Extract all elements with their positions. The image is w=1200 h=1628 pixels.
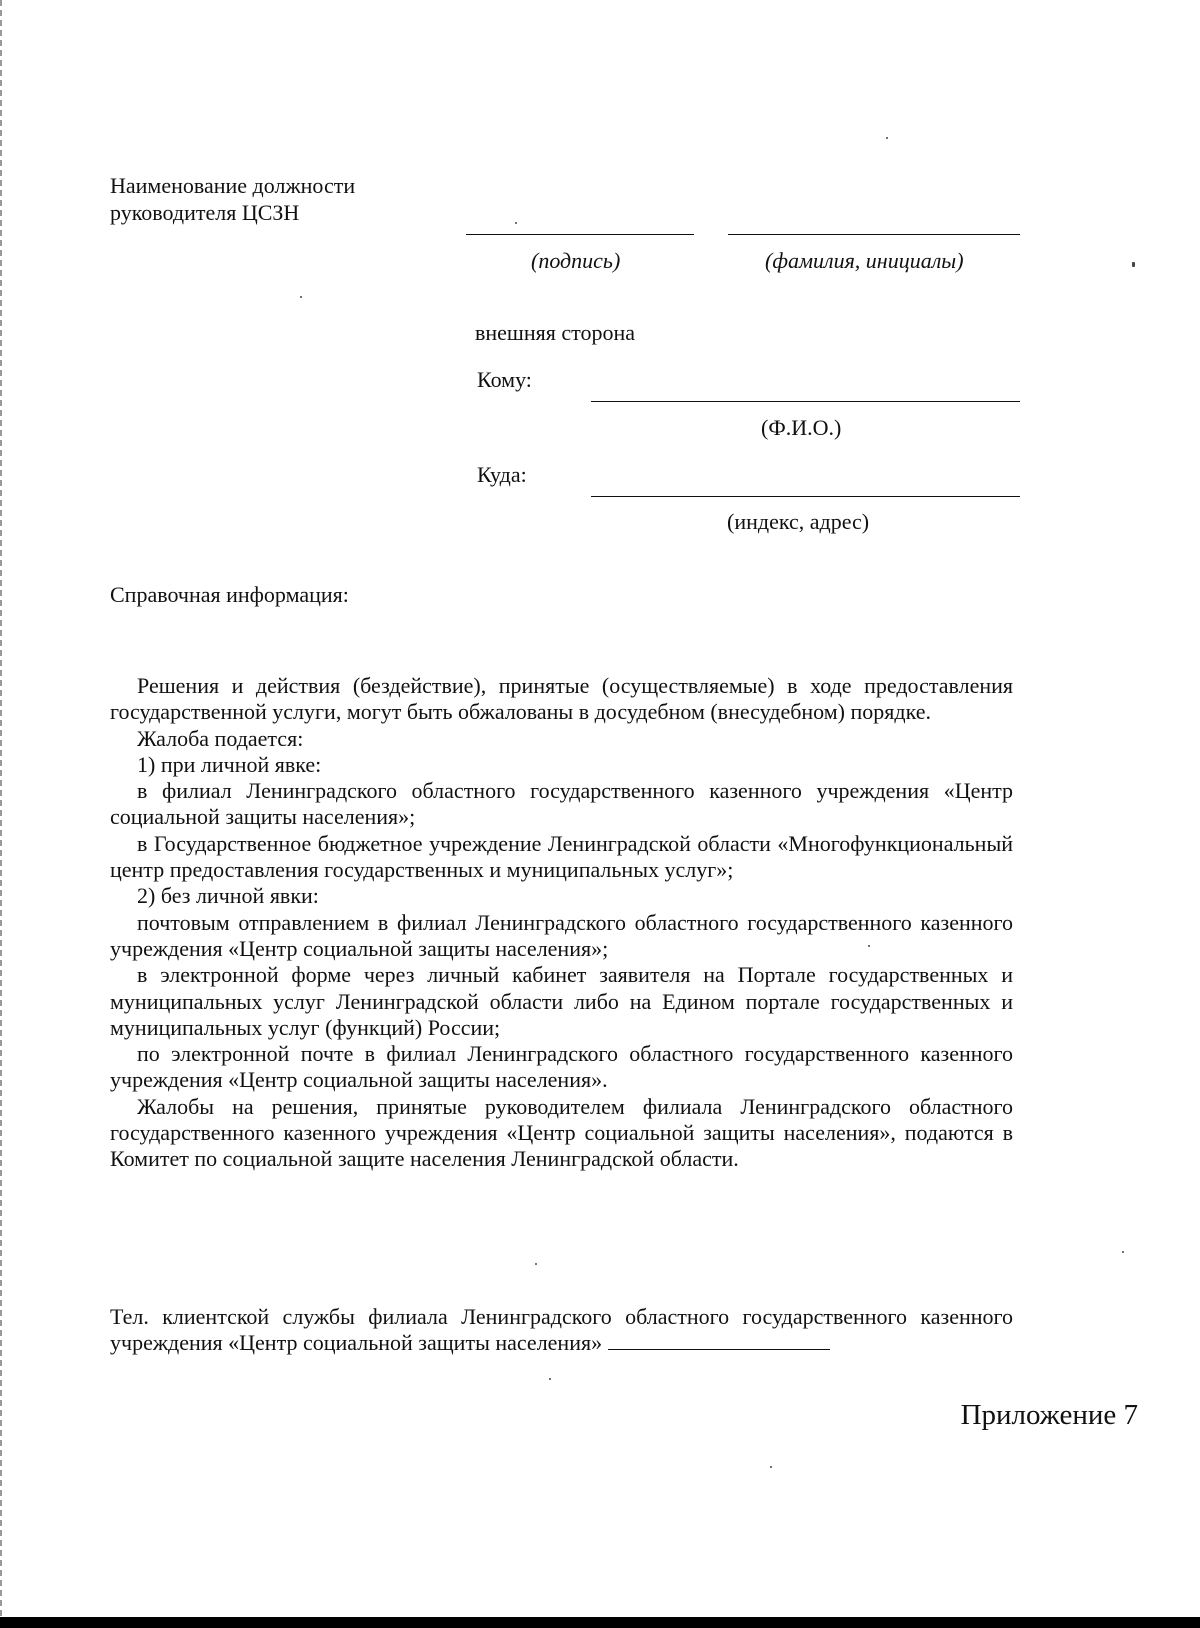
scan-speck	[515, 222, 517, 224]
phone-blank-line	[608, 1331, 830, 1350]
reference-heading: Справочная информация:	[110, 582, 349, 607]
reference-paragraph: 1) при личной явке:	[137, 751, 322, 777]
reference-paragraph: почтовым отправлением в филиал Ленинградского областного государственного казенного учреждения «Центр социальной защиты населения»;	[110, 909, 1013, 961]
reference-paragraph: Решения и действия (бездействие), принятые (осуществляемые) в ходе предоставления государственной услуги, могут быть обжалованы в досудебном (внесудебном) порядке.	[110, 673, 1013, 725]
scan-speck	[1132, 262, 1135, 267]
reference-paragraph: в электронной форме через личный кабинет заявителя на Портале государственных и муниципальных услуг Ленинградской области либо на Едином портале государственных и муниципальных услуг (функций) России;	[110, 962, 1013, 1040]
address-caption: (индекс, адрес)	[727, 509, 870, 534]
signature-line	[466, 234, 694, 235]
address-line	[591, 496, 1020, 497]
reference-paragraph: Жалобы на решения, принятые руководителем филиала Ленинградского областного государственного казенного учреждения «Центр социальной защиты населения», подаются в Комитет по социальной защите населения Ленинградской области.	[110, 1093, 1013, 1172]
signature-caption: (подпись)	[531, 248, 621, 273]
scan-left-edge	[0, 0, 2, 1628]
address-label: Куда:	[477, 462, 527, 487]
reference-paragraph: по электронной почте в филиал Ленинградского областного государственного казенного учреждения «Центр социальной защиты населения».	[110, 1041, 1013, 1093]
client-service-phone	[110, 1304, 1013, 1356]
reference-paragraph: в Государственное бюджетное учреждение Ленинградской области «Многофункциональный центр предоставления государственных и муниципальных услуг»;	[110, 830, 1013, 883]
position-title-line2: руководителя ЦСЗН	[110, 200, 300, 225]
appendix-label: Приложение 7	[960, 1399, 1138, 1431]
reference-paragraph: в филиал Ленинградского областного государственного казенного учреждения «Центр социальной защиты населения»;	[110, 778, 1013, 830]
name-caption: (фамилия, инициалы)	[765, 248, 964, 273]
reference-paragraph: Жалоба подается:	[137, 725, 304, 751]
reference-paragraph: 2) без личной явки:	[137, 883, 319, 909]
scan-speck	[770, 1466, 772, 1468]
scan-speck	[300, 296, 302, 298]
client-service-phone-text: Тел. клиентской службы филиала Ленинградского областного государственного казенного учреждения «Центр социальной защиты населения»	[110, 1304, 1013, 1355]
name-line	[728, 234, 1020, 235]
position-title-line1: Наименование должности	[110, 173, 356, 198]
scan-speck	[1122, 1251, 1124, 1253]
scan-speck	[886, 137, 888, 139]
scan-speck	[535, 1263, 537, 1265]
scan-speck	[549, 1378, 551, 1380]
recipient-line	[591, 401, 1020, 402]
scan-bottom-border	[0, 1617, 1200, 1628]
recipient-caption: (Ф.И.О.)	[761, 415, 842, 440]
envelope-side-label: внешняя сторона	[475, 320, 636, 345]
recipient-label: Кому:	[477, 367, 532, 392]
reference-body	[110, 673, 1013, 1173]
